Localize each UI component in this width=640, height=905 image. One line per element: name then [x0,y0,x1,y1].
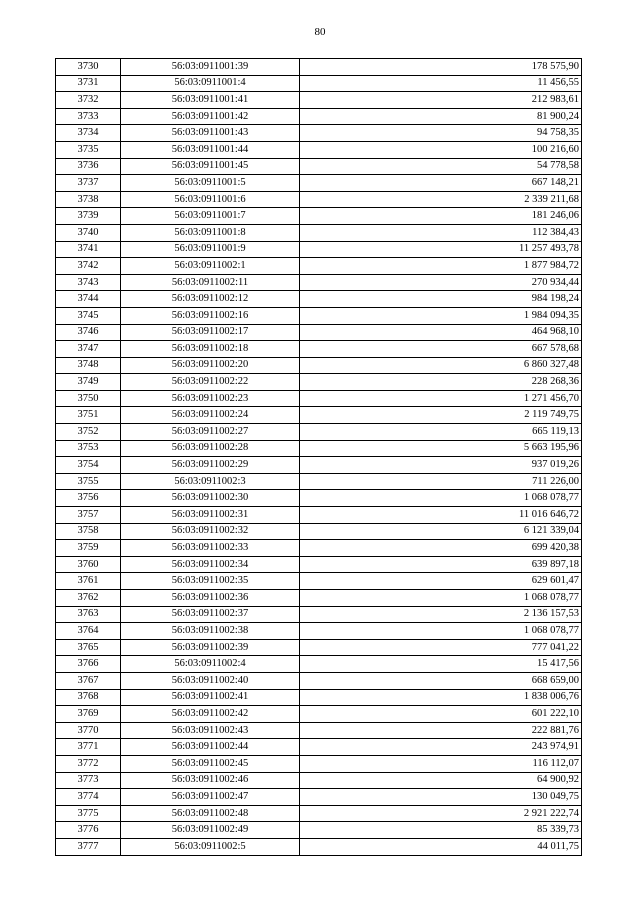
row-number-cell: 3767 [56,672,121,689]
cadastral-value-cell: 44 011,75 [300,838,582,855]
cadastral-number-cell: 56:03:0911001:5 [121,175,300,192]
cadastral-value-cell: 116 112,07 [300,755,582,772]
table-row [56,75,582,92]
cadastral-number-cell: 56:03:0911002:22 [121,374,300,391]
table-row [56,141,582,158]
cadastral-value-cell: 1 877 984,72 [300,258,582,275]
row-number-cell: 3737 [56,175,121,192]
table-row [56,722,582,739]
cadastral-number-cell: 56:03:0911002:47 [121,789,300,806]
table-row [56,789,582,806]
cadastral-number-cell: 56:03:0911002:29 [121,457,300,474]
cadastral-value-cell: 2 119 749,75 [300,407,582,424]
table-row [56,540,582,557]
row-number-cell: 3774 [56,789,121,806]
cadastral-value-cell: 1 068 078,77 [300,623,582,640]
row-number-cell: 3752 [56,424,121,441]
cadastral-value-cell: 6 121 339,04 [300,523,582,540]
table-row [56,274,582,291]
row-number-cell: 3734 [56,125,121,142]
cadastral-number-cell: 56:03:0911002:45 [121,755,300,772]
cadastral-value-cell: 64 900,92 [300,772,582,789]
table-row [56,407,582,424]
table-row [56,507,582,524]
table-row [56,639,582,656]
row-number-cell: 3776 [56,822,121,839]
table-row [56,374,582,391]
row-number-cell: 3731 [56,75,121,92]
cadastral-value-cell: 81 900,24 [300,108,582,125]
row-number-cell: 3740 [56,224,121,241]
cadastral-value-cell: 629 601,47 [300,573,582,590]
cadastral-value-table [55,58,582,856]
table-row [56,805,582,822]
row-number-cell: 3768 [56,689,121,706]
cadastral-number-cell: 56:03:0911002:18 [121,341,300,358]
table-row [56,191,582,208]
cadastral-value-cell: 601 222,10 [300,706,582,723]
cadastral-number-cell: 56:03:0911001:42 [121,108,300,125]
row-number-cell: 3746 [56,324,121,341]
row-number-cell: 3741 [56,241,121,258]
cadastral-number-cell: 56:03:0911002:28 [121,440,300,457]
cadastral-number-cell: 56:03:0911002:38 [121,623,300,640]
table-row [56,590,582,607]
row-number-cell: 3757 [56,507,121,524]
table-row [56,755,582,772]
cadastral-value-cell: 11 016 646,72 [300,507,582,524]
cadastral-number-cell: 56:03:0911001:45 [121,158,300,175]
table-row [56,357,582,374]
cadastral-number-cell: 56:03:0911002:1 [121,258,300,275]
cadastral-number-cell: 56:03:0911002:36 [121,590,300,607]
cadastral-value-cell: 5 663 195,96 [300,440,582,457]
cadastral-value-cell: 270 934,44 [300,274,582,291]
row-number-cell: 3733 [56,108,121,125]
row-number-cell: 3745 [56,307,121,324]
table-row [56,689,582,706]
row-number-cell: 3739 [56,208,121,225]
cadastral-value-cell: 711 226,00 [300,473,582,490]
cadastral-value-cell: 464 968,10 [300,324,582,341]
cadastral-value-cell: 2 136 157,53 [300,606,582,623]
page-number: 80 [314,26,326,38]
table-row [56,838,582,855]
cadastral-value-cell: 100 216,60 [300,141,582,158]
cadastral-number-cell: 56:03:0911002:35 [121,573,300,590]
table-row [56,291,582,308]
row-number-cell: 3758 [56,523,121,540]
row-number-cell: 3766 [56,656,121,673]
row-number-cell: 3777 [56,838,121,855]
table-row [56,457,582,474]
table-row [56,473,582,490]
cadastral-value-cell: 94 758,35 [300,125,582,142]
cadastral-value-cell: 228 268,36 [300,374,582,391]
row-number-cell: 3736 [56,158,121,175]
table-row [56,390,582,407]
cadastral-value-cell: 665 119,13 [300,424,582,441]
cadastral-number-cell: 56:03:0911001:8 [121,224,300,241]
row-number-cell: 3761 [56,573,121,590]
cadastral-number-cell: 56:03:0911002:43 [121,722,300,739]
row-number-cell: 3749 [56,374,121,391]
row-number-cell: 3771 [56,739,121,756]
table-row [56,258,582,275]
table-row [56,490,582,507]
cadastral-value-cell: 112 384,43 [300,224,582,241]
table-row [56,224,582,241]
cadastral-number-cell: 56:03:0911002:44 [121,739,300,756]
cadastral-number-cell: 56:03:0911002:48 [121,805,300,822]
table-row [56,341,582,358]
cadastral-number-cell: 56:03:0911002:24 [121,407,300,424]
row-number-cell: 3764 [56,623,121,640]
cadastral-value-cell: 181 246,06 [300,208,582,225]
table-row [56,424,582,441]
table-body [56,59,582,856]
cadastral-number-cell: 56:03:0911002:34 [121,556,300,573]
table-row [56,175,582,192]
table-row [56,158,582,175]
cadastral-number-cell: 56:03:0911002:20 [121,357,300,374]
row-number-cell: 3730 [56,59,121,76]
cadastral-number-cell: 56:03:0911002:31 [121,507,300,524]
row-number-cell: 3732 [56,92,121,109]
cadastral-number-cell: 56:03:0911002:49 [121,822,300,839]
table-row [56,606,582,623]
row-number-cell: 3772 [56,755,121,772]
cadastral-number-cell: 56:03:0911001:39 [121,59,300,76]
table-row [56,59,582,76]
cadastral-value-cell: 668 659,00 [300,672,582,689]
cadastral-value-cell: 937 019,26 [300,457,582,474]
cadastral-number-cell: 56:03:0911001:4 [121,75,300,92]
row-number-cell: 3748 [56,357,121,374]
row-number-cell: 3763 [56,606,121,623]
cadastral-number-cell: 56:03:0911002:11 [121,274,300,291]
row-number-cell: 3756 [56,490,121,507]
cadastral-value-cell: 2 921 222,74 [300,805,582,822]
table-row [56,108,582,125]
cadastral-number-cell: 56:03:0911001:9 [121,241,300,258]
cadastral-number-cell: 56:03:0911002:5 [121,838,300,855]
cadastral-value-cell: 777 041,22 [300,639,582,656]
cadastral-number-cell: 56:03:0911002:17 [121,324,300,341]
table-row [56,440,582,457]
cadastral-number-cell: 56:03:0911002:4 [121,656,300,673]
table-row [56,739,582,756]
cadastral-number-cell: 56:03:0911002:40 [121,672,300,689]
cadastral-number-cell: 56:03:0911001:43 [121,125,300,142]
row-number-cell: 3738 [56,191,121,208]
cadastral-value-cell: 178 575,90 [300,59,582,76]
table-row [56,324,582,341]
row-number-cell: 3742 [56,258,121,275]
row-number-cell: 3760 [56,556,121,573]
cadastral-value-cell: 130 049,75 [300,789,582,806]
cadastral-value-cell: 667 578,68 [300,341,582,358]
table-row [56,241,582,258]
row-number-cell: 3735 [56,141,121,158]
row-number-cell: 3755 [56,473,121,490]
row-number-cell: 3759 [56,540,121,557]
table-row [56,623,582,640]
cadastral-number-cell: 56:03:0911002:16 [121,307,300,324]
cadastral-value-cell: 984 198,24 [300,291,582,308]
cadastral-number-cell: 56:03:0911002:23 [121,390,300,407]
table-row [56,706,582,723]
cadastral-value-cell: 15 417,56 [300,656,582,673]
table-row [56,822,582,839]
row-number-cell: 3743 [56,274,121,291]
table-row [56,208,582,225]
table-row [56,556,582,573]
row-number-cell: 3775 [56,805,121,822]
row-number-cell: 3747 [56,341,121,358]
cadastral-number-cell: 56:03:0911002:39 [121,639,300,656]
cadastral-number-cell: 56:03:0911002:37 [121,606,300,623]
row-number-cell: 3773 [56,772,121,789]
cadastral-number-cell: 56:03:0911001:41 [121,92,300,109]
cadastral-number-cell: 56:03:0911002:33 [121,540,300,557]
cadastral-value-cell: 212 983,61 [300,92,582,109]
cadastral-value-cell: 6 860 327,48 [300,357,582,374]
cadastral-number-cell: 56:03:0911002:3 [121,473,300,490]
table-row [56,523,582,540]
cadastral-value-cell: 1 271 456,70 [300,390,582,407]
cadastral-value-cell: 667 148,21 [300,175,582,192]
row-number-cell: 3762 [56,590,121,607]
cadastral-number-cell: 56:03:0911002:27 [121,424,300,441]
table-row [56,772,582,789]
row-number-cell: 3754 [56,457,121,474]
cadastral-number-cell: 56:03:0911002:12 [121,291,300,308]
row-number-cell: 3744 [56,291,121,308]
cadastral-value-cell: 1 068 078,77 [300,490,582,507]
cadastral-value-cell: 699 420,38 [300,540,582,557]
cadastral-value-cell: 639 897,18 [300,556,582,573]
cadastral-number-cell: 56:03:0911002:32 [121,523,300,540]
cadastral-number-cell: 56:03:0911001:44 [121,141,300,158]
cadastral-number-cell: 56:03:0911002:41 [121,689,300,706]
cadastral-number-cell: 56:03:0911001:6 [121,191,300,208]
row-number-cell: 3769 [56,706,121,723]
cadastral-value-cell: 1 984 094,35 [300,307,582,324]
cadastral-value-cell: 11 257 493,78 [300,241,582,258]
table-row [56,656,582,673]
table-row [56,672,582,689]
table-row [56,125,582,142]
cadastral-number-cell: 56:03:0911001:7 [121,208,300,225]
row-number-cell: 3751 [56,407,121,424]
cadastral-number-cell: 56:03:0911002:30 [121,490,300,507]
cadastral-value-cell: 85 339,73 [300,822,582,839]
cadastral-value-cell: 1 838 006,76 [300,689,582,706]
row-number-cell: 3753 [56,440,121,457]
cadastral-number-cell: 56:03:0911002:46 [121,772,300,789]
cadastral-value-cell: 1 068 078,77 [300,590,582,607]
cadastral-value-cell: 54 778,58 [300,158,582,175]
cadastral-number-cell: 56:03:0911002:42 [121,706,300,723]
row-number-cell: 3765 [56,639,121,656]
cadastral-value-cell: 243 974,91 [300,739,582,756]
row-number-cell: 3750 [56,390,121,407]
row-number-cell: 3770 [56,722,121,739]
cadastral-value-cell: 11 456,55 [300,75,582,92]
cadastral-value-cell: 222 881,76 [300,722,582,739]
cadastral-value-cell: 2 339 211,68 [300,191,582,208]
table-row [56,92,582,109]
table-row [56,307,582,324]
table-row [56,573,582,590]
